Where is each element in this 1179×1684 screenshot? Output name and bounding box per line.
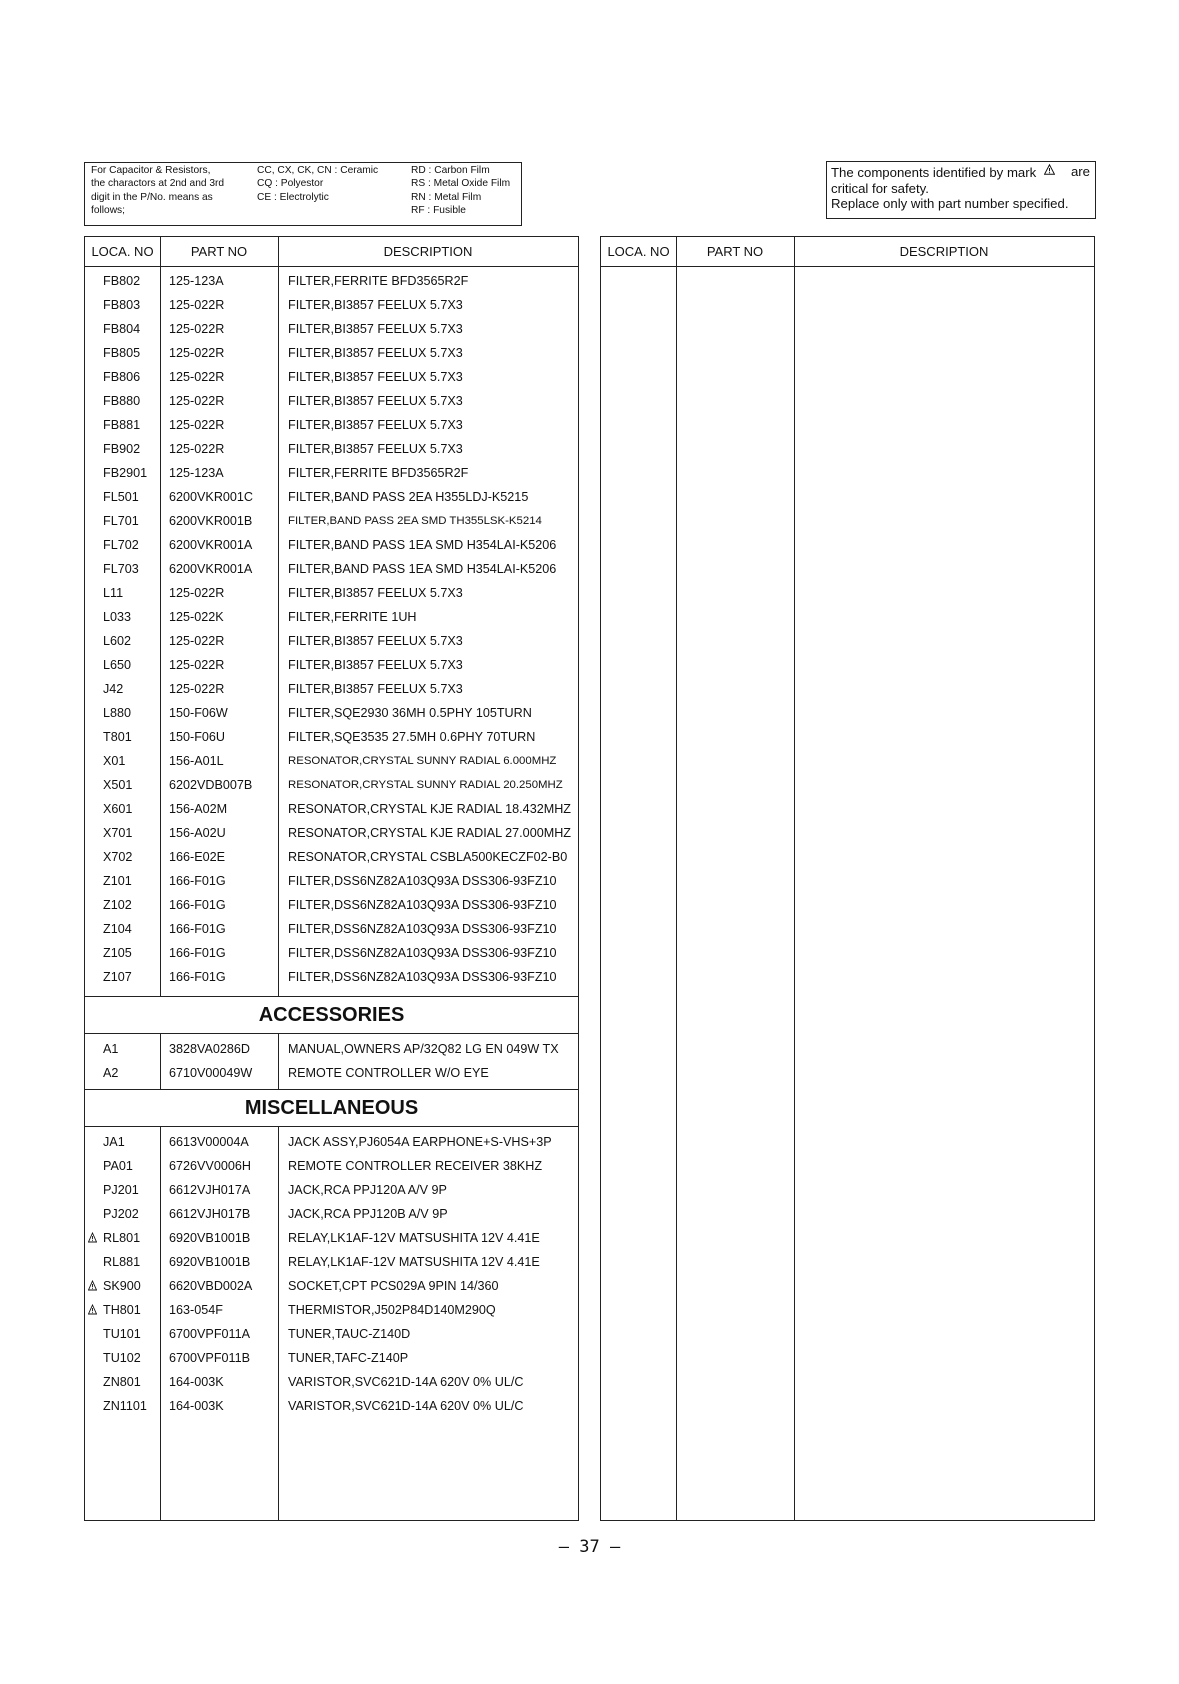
- part-no-cell: 166-F01G: [169, 970, 226, 984]
- loca-no-cell: FB802: [103, 274, 141, 288]
- part-no-cell: 166-F01G: [169, 946, 226, 960]
- loca-no-cell: RL881: [103, 1255, 141, 1269]
- part-no-cell: 6920VB1001B: [169, 1255, 251, 1269]
- table-row: [85, 1037, 578, 1061]
- loca-no-cell: FB803: [103, 298, 141, 312]
- page-number: – 37 –: [558, 1537, 621, 1557]
- legend-line: For Capacitor & Resistors,: [91, 165, 211, 176]
- description-cell: REMOTE CONTROLLER RECEIVER 38KHZ: [288, 1159, 543, 1173]
- loca-no-cell: FB880: [103, 394, 141, 408]
- table-row: [85, 1061, 578, 1085]
- table-row: [85, 797, 578, 821]
- description-cell: VARISTOR,SVC621D-14A 620V 0% UL/C: [288, 1399, 524, 1413]
- table-row: [85, 1322, 578, 1346]
- description-cell: FILTER,BI3857 FEELUX 5.7X3: [288, 418, 463, 432]
- description-cell: FILTER,BAND PASS 1EA SMD H354LAI-K5206: [288, 538, 557, 552]
- table-row: [85, 869, 578, 893]
- legend-line: CE : Electrolytic: [257, 191, 329, 203]
- part-no-cell: 125-022K: [169, 610, 224, 624]
- table-row: [85, 1250, 578, 1274]
- table-row: [85, 965, 578, 989]
- loca-no-cell: L033: [103, 610, 132, 624]
- loca-no-cell: Z102: [103, 898, 132, 912]
- table-row: [85, 1394, 578, 1418]
- loca-no-cell: A2: [103, 1066, 119, 1080]
- legend-line: CQ : Polyestor: [257, 178, 324, 190]
- table-row: [85, 533, 578, 557]
- part-no-cell: 166-F01G: [169, 922, 226, 936]
- table-row: [85, 293, 578, 317]
- description-cell: FILTER,BI3857 FEELUX 5.7X3: [288, 586, 463, 600]
- table-row: [85, 701, 578, 725]
- header-part-no: PART NO: [706, 244, 764, 259]
- loca-no-cell: Z104: [103, 922, 132, 936]
- parts-table-right: [600, 236, 1095, 1521]
- part-no-cell: 6700VPF011A: [169, 1327, 250, 1341]
- loca-no-cell: FB902: [103, 442, 141, 456]
- part-no-cell: 166-F01G: [169, 874, 226, 888]
- description-cell: JACK,RCA PPJ120A A/V 9P: [288, 1183, 447, 1197]
- description-cell: RELAY,LK1AF-12V MATSUSHITA 12V 4.41E: [288, 1255, 540, 1269]
- legend-line: CC, CX, CK, CN : Ceramic: [257, 165, 379, 176]
- table-row: [85, 821, 578, 845]
- part-no-cell: 6920VB1001B: [169, 1231, 251, 1245]
- description-cell: FILTER,FERRITE 1UH: [288, 610, 417, 624]
- part-no-cell: 125-022R: [169, 370, 225, 384]
- header-loca-no: LOCA. NO: [91, 244, 154, 259]
- table-row: [85, 677, 578, 701]
- description-cell: RESONATOR,CRYSTAL CSBLA500KECZF02-B0: [288, 850, 568, 864]
- loca-no-cell: FL702: [103, 538, 139, 552]
- loca-no-cell: SK900: [103, 1279, 141, 1293]
- header-part-no: PART NO: [190, 244, 248, 259]
- loca-no-cell: FL501: [103, 490, 139, 504]
- safety-note: [826, 161, 1096, 219]
- loca-no-cell: X702: [103, 850, 133, 864]
- section-title: ACCESSORIES: [85, 997, 578, 1033]
- part-no-cell: 156-A02M: [169, 802, 228, 816]
- section-divider: [85, 1126, 578, 1127]
- description-cell: RESONATOR,CRYSTAL SUNNY RADIAL 20.250MHZ: [288, 779, 563, 791]
- part-no-cell: 125-022R: [169, 682, 225, 696]
- part-no-cell: 6200VKR001C: [169, 490, 254, 504]
- table-row: [85, 893, 578, 917]
- table-row: [85, 1226, 578, 1250]
- part-no-cell: 125-123A: [169, 466, 224, 480]
- part-no-cell: 125-022R: [169, 442, 225, 456]
- legend-line: RS : Metal Oxide Film: [411, 178, 511, 190]
- description-cell: TUNER,TAUC-Z140D: [288, 1327, 411, 1341]
- loca-no-cell: X501: [103, 778, 133, 792]
- part-no-cell: 6700VPF011B: [169, 1351, 250, 1365]
- part-no-cell: 164-003K: [169, 1399, 224, 1413]
- description-cell: RELAY,LK1AF-12V MATSUSHITA 12V 4.41E: [288, 1231, 540, 1245]
- table-row: [85, 1274, 578, 1298]
- loca-no-cell: L650: [103, 658, 132, 672]
- description-cell: FILTER,BI3857 FEELUX 5.7X3: [288, 298, 463, 312]
- legend-line: follows;: [91, 205, 125, 217]
- description-cell: RESONATOR,CRYSTAL KJE RADIAL 27.000MHZ: [288, 826, 571, 840]
- description-cell: RESONATOR,CRYSTAL KJE RADIAL 18.432MHZ: [288, 802, 571, 816]
- loca-no-cell: ZN1101: [103, 1399, 147, 1413]
- part-no-cell: 125-022R: [169, 586, 225, 600]
- header-divider: [601, 266, 1094, 267]
- loca-no-cell: Z107: [103, 970, 132, 984]
- column-divider: [676, 237, 677, 1520]
- parts-table-left: [84, 236, 579, 1521]
- description-cell: FILTER,DSS6NZ82A103Q93A DSS306-93FZ10: [288, 874, 557, 888]
- table-row: [85, 605, 578, 629]
- description-cell: FILTER,BI3857 FEELUX 5.7X3: [288, 370, 463, 384]
- table-row: [85, 749, 578, 773]
- loca-no-cell: X01: [103, 754, 126, 768]
- loca-no-cell: A1: [103, 1042, 119, 1056]
- description-cell: FILTER,BI3857 FEELUX 5.7X3: [288, 634, 463, 648]
- table-row: [85, 773, 578, 797]
- loca-no-cell: TU102: [103, 1351, 141, 1365]
- pn-legend-box: [84, 162, 522, 226]
- legend-line: digit in the P/No. means as: [91, 191, 213, 203]
- table-row: [85, 389, 578, 413]
- part-no-cell: 164-003K: [169, 1375, 224, 1389]
- safety-note-line1-start: The components identified by mark: [831, 165, 1037, 180]
- part-no-cell: 125-022R: [169, 634, 225, 648]
- description-cell: FILTER,BI3857 FEELUX 5.7X3: [288, 322, 463, 336]
- description-cell: FILTER,SQE3535 27.5MH 0.6PHY 70TURN: [288, 730, 536, 744]
- loca-no-cell: FL701: [103, 514, 139, 528]
- legend-intro: [91, 164, 233, 218]
- loca-no-cell: X601: [103, 802, 133, 816]
- part-no-cell: 6620VBD002A: [169, 1279, 253, 1293]
- table-row: [85, 581, 578, 605]
- safety-warning-icon: [1044, 164, 1055, 175]
- description-cell: TUNER,TAFC-Z140P: [288, 1351, 409, 1365]
- description-cell: FILTER,BAND PASS 2EA H355LDJ-K5215: [288, 490, 529, 504]
- legend-line: the charactors at 2nd and 3rd: [91, 178, 225, 190]
- loca-no-cell: Z105: [103, 946, 132, 960]
- table-row: [85, 845, 578, 869]
- loca-no-cell: X701: [103, 826, 133, 840]
- description-cell: FILTER,BAND PASS 2EA SMD TH355LSK-K5214: [288, 515, 542, 527]
- table-row: [85, 485, 578, 509]
- table-row: [85, 1346, 578, 1370]
- description-cell: THERMISTOR,J502P84D140M290Q: [288, 1303, 496, 1317]
- table-row: [85, 1202, 578, 1226]
- description-cell: FILTER,BI3857 FEELUX 5.7X3: [288, 442, 463, 456]
- loca-no-cell: TU101: [103, 1327, 141, 1341]
- part-no-cell: 125-022R: [169, 346, 225, 360]
- part-no-cell: 125-022R: [169, 322, 225, 336]
- part-no-cell: 166-E02E: [169, 850, 226, 864]
- legend-line: RF : Fusible: [411, 205, 466, 217]
- description-cell: FILTER,FERRITE BFD3565R2F: [288, 466, 469, 480]
- header-loca-no: LOCA. NO: [607, 244, 670, 259]
- description-cell: JACK ASSY,PJ6054A EARPHONE+S-VHS+3P: [288, 1135, 552, 1149]
- description-cell: FILTER,BI3857 FEELUX 5.7X3: [288, 394, 463, 408]
- loca-no-cell: ZN801: [103, 1375, 141, 1389]
- loca-no-cell: T801: [103, 730, 132, 744]
- part-no-cell: 156-A01L: [169, 754, 224, 768]
- loca-no-cell: JA1: [103, 1135, 125, 1149]
- table-row: [85, 413, 578, 437]
- part-no-cell: 6612VJH017B: [169, 1207, 251, 1221]
- loca-no-cell: L602: [103, 634, 132, 648]
- part-no-cell: 6710V00049W: [169, 1066, 253, 1080]
- header-divider: [85, 266, 578, 267]
- description-cell: FILTER,BI3857 FEELUX 5.7X3: [288, 346, 463, 360]
- table-row: [85, 941, 578, 965]
- part-no-cell: 3828VA0286D: [169, 1042, 250, 1056]
- part-no-cell: 125-123A: [169, 274, 224, 288]
- loca-no-cell: PA01: [103, 1159, 133, 1173]
- loca-no-cell: Z101: [103, 874, 132, 888]
- loca-no-cell: L880: [103, 706, 132, 720]
- legend-line: RD : Carbon Film: [411, 165, 490, 176]
- part-no-cell: 150-F06W: [169, 706, 228, 720]
- table-row: [85, 1370, 578, 1394]
- loca-no-cell: FB2901: [103, 466, 148, 480]
- part-no-cell: 150-F06U: [169, 730, 226, 744]
- description-cell: FILTER,FERRITE BFD3565R2F: [288, 274, 469, 288]
- part-no-cell: 166-F01G: [169, 898, 226, 912]
- description-cell: RESONATOR,CRYSTAL SUNNY RADIAL 6.000MHZ: [288, 755, 557, 767]
- description-cell: FILTER,SQE2930 36MH 0.5PHY 105TURN: [288, 706, 532, 720]
- loca-no-cell: FB804: [103, 322, 141, 336]
- part-no-cell: 6202VDB007B: [169, 778, 253, 792]
- part-no-cell: 125-022R: [169, 418, 225, 432]
- description-cell: VARISTOR,SVC621D-14A 620V 0% UL/C: [288, 1375, 524, 1389]
- header-description: DESCRIPTION: [383, 244, 473, 259]
- safety-warning-icon: [88, 1280, 97, 1291]
- table-row: [85, 653, 578, 677]
- description-cell: FILTER,DSS6NZ82A103Q93A DSS306-93FZ10: [288, 970, 557, 984]
- part-no-cell: 156-A02U: [169, 826, 226, 840]
- table-row: [85, 917, 578, 941]
- table-row: [85, 317, 578, 341]
- table-row: [85, 461, 578, 485]
- loca-no-cell: L11: [103, 586, 124, 600]
- description-cell: FILTER,BAND PASS 1EA SMD H354LAI-K5206: [288, 562, 557, 576]
- part-no-cell: 6200VKR001B: [169, 514, 253, 528]
- table-row: [85, 557, 578, 581]
- loca-no-cell: RL801: [103, 1231, 141, 1245]
- description-cell: FILTER,BI3857 FEELUX 5.7X3: [288, 682, 463, 696]
- legend-capacitor-codes: [257, 164, 378, 204]
- safety-note-line2: critical for safety.: [831, 180, 929, 196]
- safety-note-line3: Replace only with part number specified.: [831, 196, 1069, 212]
- loca-no-cell: FB806: [103, 370, 141, 384]
- table-row: [85, 1298, 578, 1322]
- table-row: [85, 1178, 578, 1202]
- table-row: [85, 509, 578, 533]
- safety-note-line1-end: are: [1070, 164, 1090, 179]
- description-cell: FILTER,DSS6NZ82A103Q93A DSS306-93FZ10: [288, 946, 557, 960]
- part-no-cell: 6612VJH017A: [169, 1183, 251, 1197]
- section-divider: [85, 1033, 578, 1034]
- part-no-cell: 6200VKR001A: [169, 538, 253, 552]
- legend-resistor-codes: [411, 164, 510, 218]
- part-no-cell: 125-022R: [169, 394, 225, 408]
- table-row: [85, 1130, 578, 1154]
- safety-warning-icon: [88, 1232, 97, 1243]
- description-cell: SOCKET,CPT PCS029A 9PIN 14/360: [288, 1279, 499, 1293]
- table-row: [85, 269, 578, 293]
- loca-no-cell: PJ202: [103, 1207, 139, 1221]
- section-title: MISCELLANEOUS: [85, 1090, 578, 1126]
- description-cell: FILTER,BI3857 FEELUX 5.7X3: [288, 658, 463, 672]
- loca-no-cell: J42: [103, 682, 124, 696]
- table-row: [85, 341, 578, 365]
- table-row: [85, 437, 578, 461]
- part-no-cell: 125-022R: [169, 658, 225, 672]
- loca-no-cell: PJ201: [103, 1183, 139, 1197]
- header-description: DESCRIPTION: [899, 244, 989, 259]
- part-no-cell: 125-022R: [169, 298, 225, 312]
- description-cell: MANUAL,OWNERS AP/32Q82 LG EN 049W TX: [288, 1042, 559, 1056]
- table-row: [85, 1154, 578, 1178]
- description-cell: FILTER,DSS6NZ82A103Q93A DSS306-93FZ10: [288, 922, 557, 936]
- part-no-cell: 6613V00004A: [169, 1135, 249, 1149]
- part-no-cell: 6726VV0006H: [169, 1159, 251, 1173]
- legend-line: RN : Metal Film: [411, 191, 482, 203]
- description-cell: REMOTE CONTROLLER W/O EYE: [288, 1066, 489, 1080]
- loca-no-cell: FL703: [103, 562, 139, 576]
- part-no-cell: 6200VKR001A: [169, 562, 253, 576]
- table-row: [85, 725, 578, 749]
- description-cell: JACK,RCA PPJ120B A/V 9P: [288, 1207, 448, 1221]
- table-row: [85, 365, 578, 389]
- description-cell: FILTER,DSS6NZ82A103Q93A DSS306-93FZ10: [288, 898, 557, 912]
- part-no-cell: 163-054F: [169, 1303, 223, 1317]
- safety-warning-icon: [88, 1304, 97, 1315]
- table-row: [85, 629, 578, 653]
- loca-no-cell: FB881: [103, 418, 141, 432]
- loca-no-cell: FB805: [103, 346, 141, 360]
- column-divider: [794, 237, 795, 1520]
- loca-no-cell: TH801: [103, 1303, 141, 1317]
